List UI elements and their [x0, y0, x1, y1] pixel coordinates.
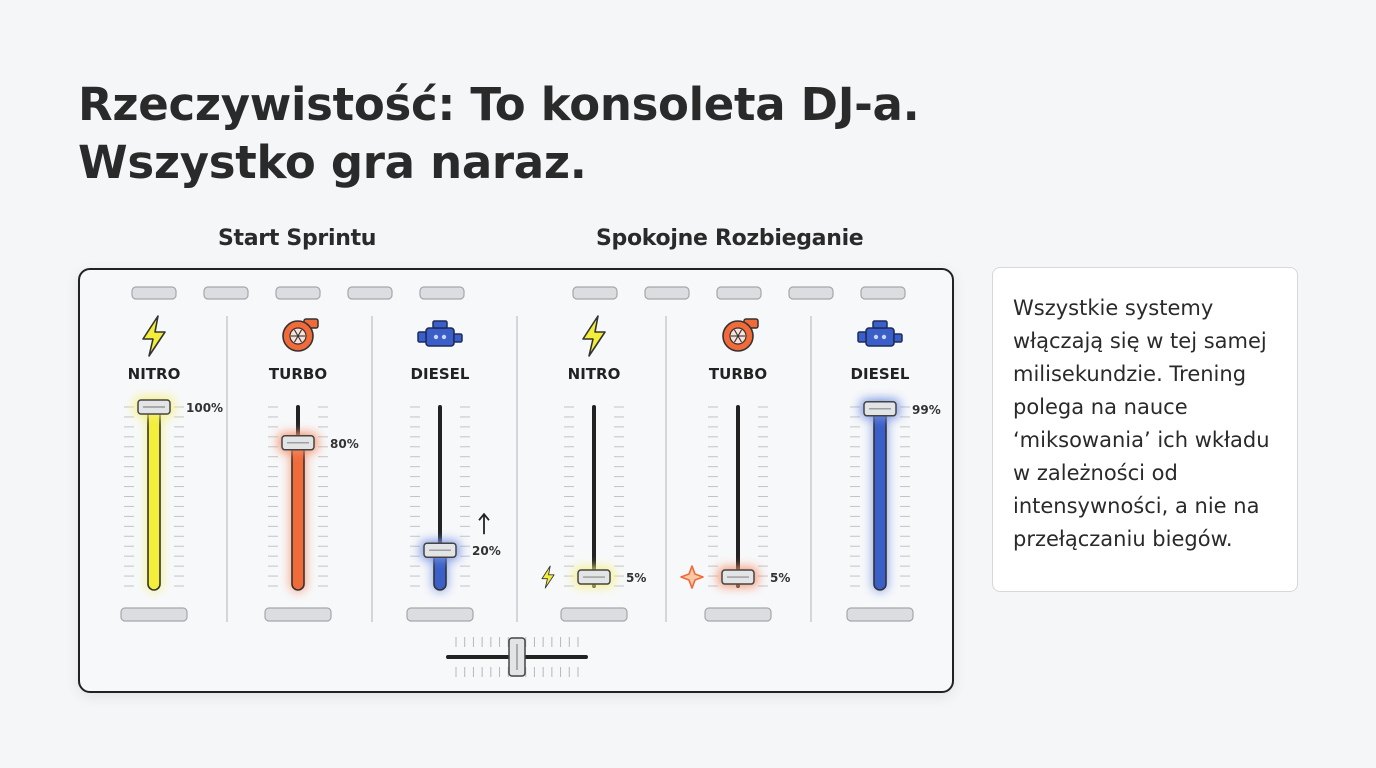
top-button-6[interactable]	[573, 287, 617, 299]
crossfader[interactable]	[448, 637, 586, 677]
fader-value-label: 80%	[330, 436, 359, 451]
section-label-easy-run: Spokojne Rozbieganie	[596, 226, 864, 251]
up-arrow-icon	[479, 514, 489, 534]
engine-right	[454, 334, 462, 342]
engine-right	[894, 334, 902, 342]
channel-label: DIESEL	[850, 365, 910, 383]
channel-2-turbo	[265, 319, 359, 621]
engine-icon	[858, 321, 902, 346]
fader-value-label: 99%	[912, 402, 941, 417]
channel-label: TURBO	[268, 365, 328, 383]
fader-level-fill	[874, 409, 886, 590]
top-button-7[interactable]	[645, 287, 689, 299]
turbo-icon	[723, 319, 758, 351]
channel-label: NITRO	[567, 365, 621, 383]
top-button-2[interactable]	[204, 287, 248, 299]
channel-label: NITRO	[127, 365, 181, 383]
top-button-8[interactable]	[717, 287, 761, 299]
spark-icon	[681, 566, 703, 588]
lightning-icon	[143, 316, 165, 356]
info-text: Wszystkie systemy włączają się w tej samej milisekundzie. Trening polega na nauce ‘miksowania’ ich wkładu w zależności od intensywności, a nie na przełączaniu biegów.	[1013, 296, 1270, 551]
top-button-5[interactable]	[420, 287, 464, 299]
engine-block	[426, 328, 454, 346]
channel-bottom-button[interactable]	[121, 608, 187, 621]
channel-bottom-button[interactable]	[265, 608, 331, 621]
turbo-icon	[283, 319, 318, 351]
lightning-icon-shape	[143, 316, 165, 356]
channel-5-turbo	[681, 319, 790, 621]
fader-level-fill	[148, 407, 160, 590]
channel-3-diesel	[407, 321, 501, 621]
engine-block	[866, 328, 894, 346]
channel-bottom-button[interactable]	[847, 608, 913, 621]
spark-shape	[681, 566, 703, 588]
channel-1-nitro	[121, 316, 223, 621]
engine-detail	[882, 335, 886, 339]
channel-bottom-button[interactable]	[407, 608, 473, 621]
page-title	[78, 76, 1078, 192]
fader-value-label: 5%	[770, 571, 791, 586]
lightning-icon	[583, 316, 605, 356]
title-line-1: Rzeczywistość: To konsoleta DJ-a.	[78, 78, 920, 131]
top-button-1[interactable]	[132, 287, 176, 299]
small-lightning-icon-shape	[542, 566, 554, 588]
channel-label: TURBO	[708, 365, 768, 383]
channel-bottom-button[interactable]	[705, 608, 771, 621]
engine-detail	[442, 335, 446, 339]
fader-level-fill	[292, 443, 304, 590]
channel-bottom-button[interactable]	[561, 608, 627, 621]
fader-value-label: 100%	[186, 401, 224, 415]
small-lightning-icon	[542, 566, 554, 588]
top-button-10[interactable]	[861, 287, 905, 299]
section-label-sprint: Start Sprintu	[218, 226, 377, 251]
engine-left	[418, 332, 426, 342]
mixer-svg	[80, 270, 956, 695]
channel-label: DIESEL	[410, 365, 470, 383]
info-box	[992, 267, 1298, 592]
channel-4-nitro	[542, 316, 646, 621]
top-button-9[interactable]	[789, 287, 833, 299]
top-button-4[interactable]	[348, 287, 392, 299]
channel-6-diesel	[847, 321, 941, 621]
dj-mixer-console	[78, 268, 954, 693]
lightning-icon-shape	[583, 316, 605, 356]
engine-top	[873, 321, 887, 328]
fader-value-label: 5%	[626, 571, 647, 586]
engine-detail	[434, 335, 438, 339]
engine-top	[433, 321, 447, 328]
engine-detail	[874, 335, 878, 339]
engine-left	[858, 332, 866, 342]
fader-value-label: 20%	[472, 544, 501, 559]
top-button-3[interactable]	[276, 287, 320, 299]
engine-icon	[418, 321, 462, 346]
title-line-2: Wszystko gra naraz.	[78, 136, 587, 189]
